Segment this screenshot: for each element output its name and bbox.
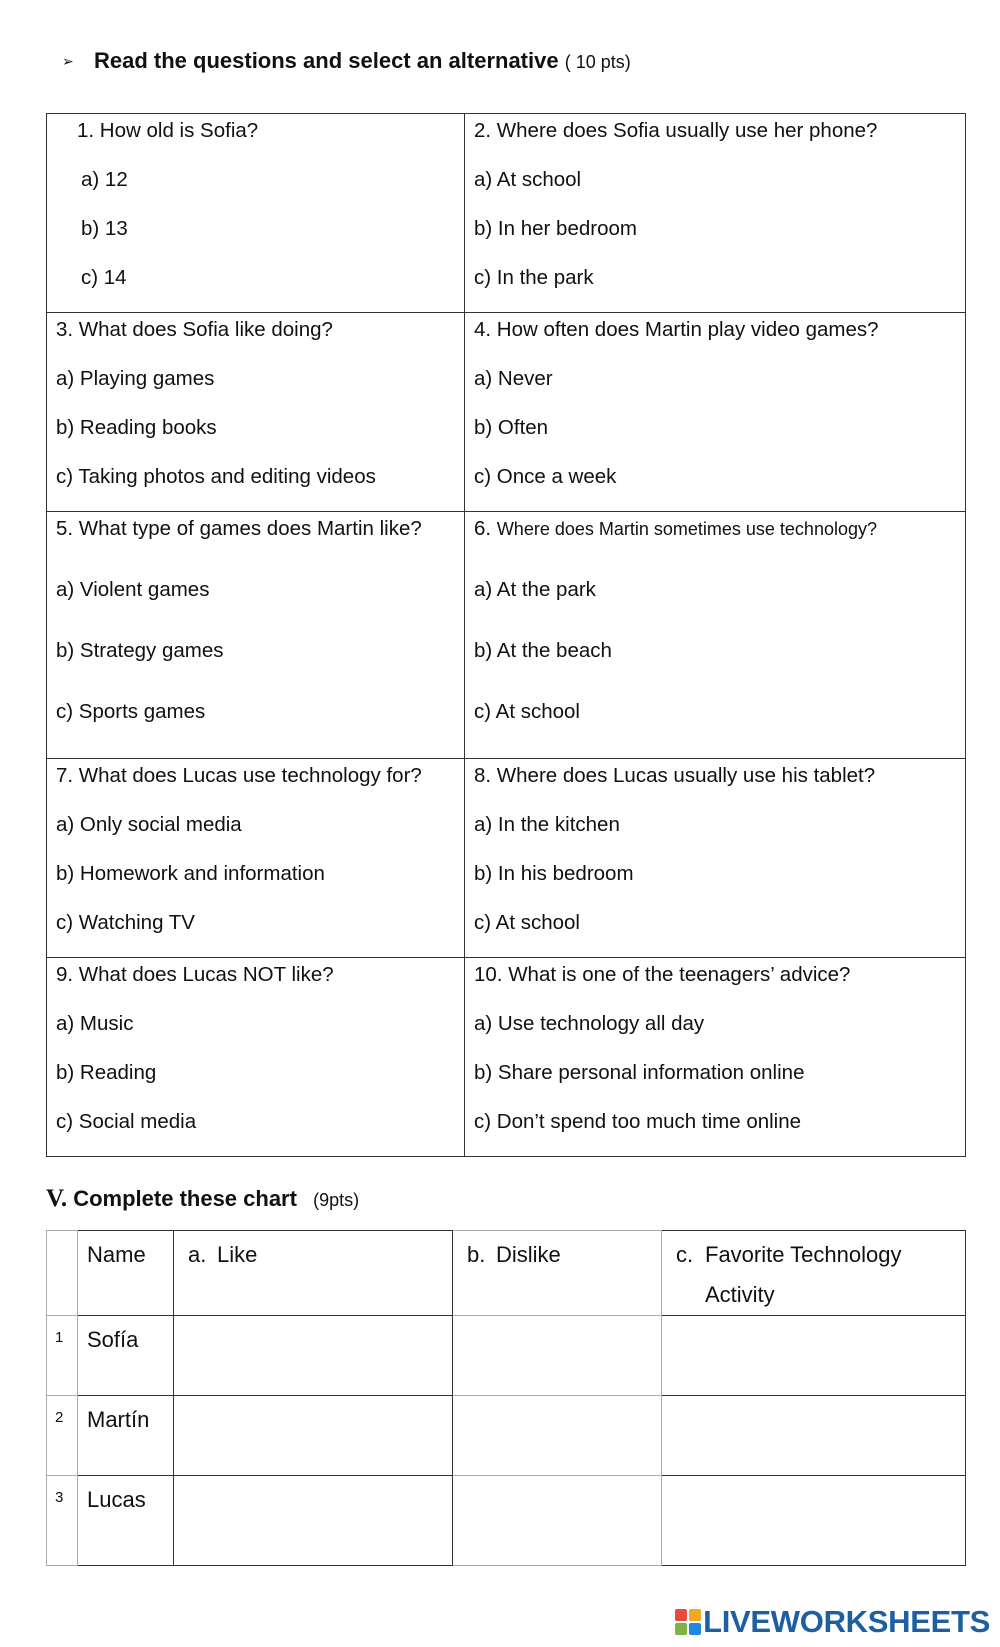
option-c[interactable]: c) At school — [474, 700, 580, 723]
question-cell — [47, 512, 465, 759]
option-c[interactable]: c) In the park — [474, 266, 594, 289]
table-row — [47, 1476, 966, 1566]
question-text: 9. What does Lucas NOT like? — [56, 963, 334, 986]
option-b[interactable]: b) Reading books — [56, 416, 217, 439]
option-b[interactable]: b) Strategy games — [56, 639, 224, 662]
logo-square-green — [675, 1623, 687, 1635]
row-number: 1 — [47, 1316, 78, 1396]
section-heading-questions — [62, 46, 631, 77]
question-cell — [465, 759, 966, 958]
favorite-label-line1: Favorite Technology — [705, 1242, 902, 1267]
option-a[interactable]: a) At school — [474, 168, 582, 191]
question-cell — [465, 958, 966, 1157]
row-number-header — [47, 1231, 78, 1316]
option-a[interactable]: a) Violent games — [56, 578, 210, 601]
question-text: 1. How old is Sofia? — [77, 119, 259, 142]
section-number: V. — [46, 1185, 68, 1212]
question-cell — [465, 313, 966, 512]
section-points: ( 10 pts) — [564, 52, 631, 72]
question-text: 4. How often does Martin play video games? — [474, 318, 879, 341]
option-c[interactable]: c) Sports games — [56, 700, 206, 723]
logo-square-blue — [689, 1623, 701, 1635]
question-cell — [465, 512, 966, 759]
question-cell — [47, 114, 465, 313]
option-c[interactable]: c) 14 — [81, 266, 127, 289]
section-heading-chart — [46, 1184, 359, 1215]
option-b[interactable]: b) Reading — [56, 1061, 157, 1084]
dislike-answer-cell[interactable] — [453, 1476, 662, 1566]
like-header — [174, 1231, 453, 1316]
row-number: 2 — [47, 1396, 78, 1476]
like-answer-cell[interactable] — [174, 1316, 453, 1396]
option-b[interactable]: b) Share personal information online — [474, 1061, 805, 1084]
dislike-answer-cell[interactable] — [453, 1316, 662, 1396]
option-a[interactable]: a) Never — [474, 367, 553, 390]
arrow-bullet-icon: ➢ — [62, 53, 74, 69]
chart-header-row — [47, 1231, 966, 1316]
liveworksheets-mark-icon — [675, 1609, 701, 1635]
option-a[interactable]: a) Playing games — [56, 367, 215, 390]
option-c[interactable]: c) Watching TV — [56, 911, 195, 934]
option-c[interactable]: c) Social media — [56, 1110, 197, 1133]
logo-square-orange — [689, 1609, 701, 1621]
student-name: Martín — [78, 1396, 174, 1476]
question-number: 6. — [474, 517, 492, 540]
like-answer-cell[interactable] — [174, 1396, 453, 1476]
option-c[interactable]: c) Once a week — [474, 465, 617, 488]
question-text — [474, 514, 965, 575]
favorite-answer-cell[interactable] — [662, 1476, 966, 1566]
name-header: Name — [78, 1231, 174, 1316]
option-b[interactable]: b) Homework and information — [56, 862, 325, 885]
dislike-letter: b. — [467, 1242, 486, 1267]
question-text: 8. Where does Lucas usually use his tablet? — [474, 764, 876, 787]
question-text: 2. Where does Sofia usually use her phone? — [474, 119, 878, 142]
student-name: Lucas — [78, 1476, 174, 1566]
option-a[interactable]: a) Use technology all day — [474, 1012, 705, 1035]
question-text: 3. What does Sofia like doing? — [56, 318, 333, 341]
dislike-header — [453, 1231, 662, 1316]
table-row — [47, 1396, 966, 1476]
option-c[interactable]: c) Taking photos and editing videos — [56, 465, 376, 488]
table-row — [47, 1316, 966, 1396]
like-label: Like — [217, 1242, 258, 1267]
option-b[interactable]: b) 13 — [81, 217, 128, 240]
question-body: Where does Martin sometimes use technology? — [496, 519, 877, 539]
section-title: Read the questions and select an alternative — [94, 48, 559, 73]
question-cell — [47, 759, 465, 958]
favorite-answer-cell[interactable] — [662, 1316, 966, 1396]
option-a[interactable]: a) 12 — [81, 168, 128, 191]
section-points: (9pts) — [313, 1190, 360, 1210]
option-a[interactable]: a) Only social media — [56, 813, 242, 836]
option-b[interactable]: b) Often — [474, 416, 549, 439]
favorite-letter: c. — [676, 1242, 694, 1267]
dislike-answer-cell[interactable] — [453, 1396, 662, 1476]
row-number: 3 — [47, 1476, 78, 1566]
question-cell — [47, 958, 465, 1157]
section-title: Complete these chart — [73, 1186, 297, 1211]
question-text: 5. What type of games does Martin like? — [56, 517, 422, 540]
logo-square-red — [675, 1609, 687, 1621]
questions-table — [46, 113, 966, 1157]
student-name: Sofía — [78, 1316, 174, 1396]
question-text: 7. What does Lucas use technology for? — [56, 764, 422, 787]
liveworksheets-logo — [675, 1606, 990, 1638]
option-a[interactable]: a) In the kitchen — [474, 813, 620, 836]
question-text: 10. What is one of the teenagers’ advice? — [474, 963, 851, 986]
question-cell — [465, 114, 966, 313]
option-b[interactable]: b) In his bedroom — [474, 862, 634, 885]
like-letter: a. — [188, 1242, 207, 1267]
dislike-label: Dislike — [496, 1242, 561, 1267]
favorite-answer-cell[interactable] — [662, 1396, 966, 1476]
option-c[interactable]: c) At school — [474, 911, 580, 934]
option-b[interactable]: b) At the beach — [474, 639, 612, 662]
complete-chart-table — [46, 1230, 966, 1566]
logo-text: LIVEWORKSHEETS — [703, 1604, 990, 1639]
option-a[interactable]: a) At the park — [474, 578, 596, 601]
favorite-label-line2: Activity — [705, 1282, 775, 1307]
favorite-header — [662, 1231, 966, 1316]
option-a[interactable]: a) Music — [56, 1012, 134, 1035]
like-answer-cell[interactable] — [174, 1476, 453, 1566]
option-c[interactable]: c) Don’t spend too much time online — [474, 1110, 802, 1133]
option-b[interactable]: b) In her bedroom — [474, 217, 637, 240]
question-cell — [47, 313, 465, 512]
